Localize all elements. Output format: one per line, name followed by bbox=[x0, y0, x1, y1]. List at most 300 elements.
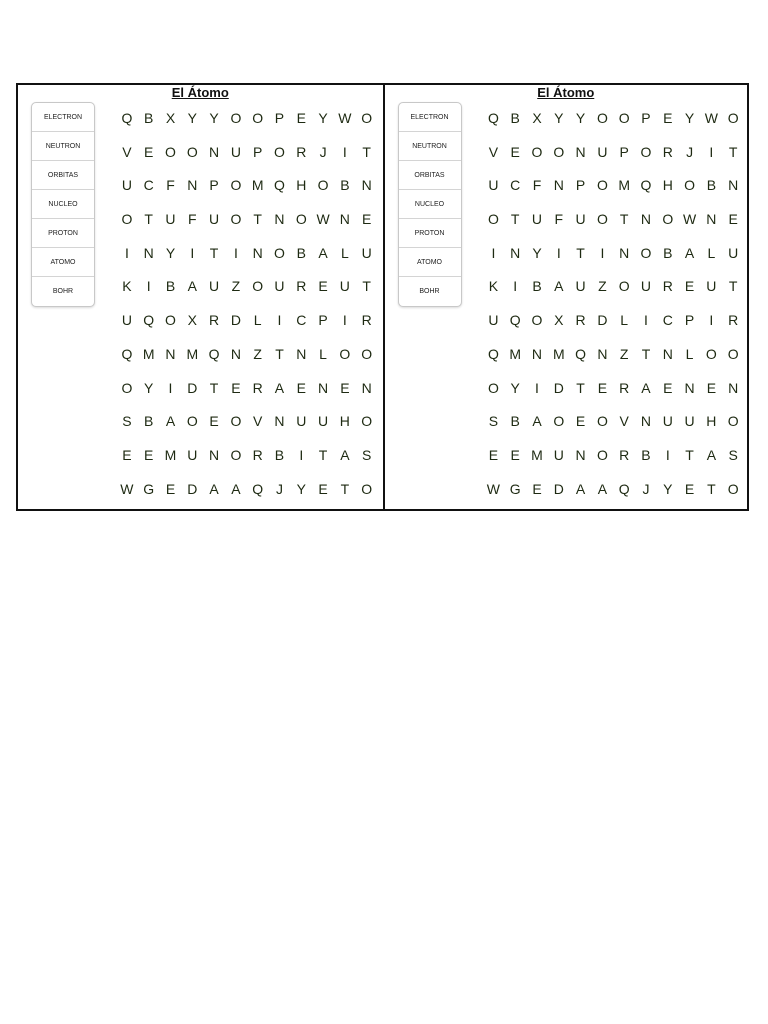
grid-letter: A bbox=[532, 413, 542, 430]
grid-letter: O bbox=[361, 345, 373, 362]
grid-letter: Z bbox=[231, 278, 241, 295]
grid-letter: O bbox=[727, 413, 739, 430]
grid-letter: V bbox=[619, 413, 629, 430]
grid-letter: N bbox=[361, 379, 372, 396]
grid-letter: I bbox=[513, 278, 518, 295]
grid-letter: R bbox=[619, 379, 630, 396]
grid-letter: M bbox=[142, 345, 155, 362]
grid-letter: A bbox=[274, 379, 285, 396]
grid-letter: F bbox=[188, 211, 197, 228]
grid-letter: O bbox=[361, 110, 373, 126]
grid-letter: K bbox=[122, 278, 132, 295]
grid-letter: T bbox=[318, 446, 328, 463]
grid-letter: N bbox=[706, 211, 717, 228]
grid-letter: O bbox=[165, 143, 176, 160]
grid-letter: A bbox=[340, 446, 350, 463]
grid-letter: O bbox=[727, 345, 739, 362]
grid-letter: O bbox=[186, 413, 198, 430]
grid-letter: C bbox=[662, 312, 673, 329]
puzzle-title: El Átomo bbox=[171, 85, 229, 100]
grid-letter: U bbox=[575, 211, 586, 228]
grid-letter: Q bbox=[274, 177, 285, 194]
grid-letter: I bbox=[233, 244, 238, 261]
grid-letter: M bbox=[552, 345, 565, 362]
grid-letter: I bbox=[644, 312, 648, 329]
word-list-item: NUCLEO bbox=[32, 190, 94, 219]
grid-letter: B bbox=[510, 413, 520, 430]
grid-letter: O bbox=[295, 211, 307, 228]
grid-letter: T bbox=[362, 278, 371, 295]
grid-letter: Y bbox=[684, 110, 695, 126]
grid-letter: H bbox=[339, 413, 350, 430]
word-list-item: ORBITAS bbox=[399, 161, 461, 190]
grid-letter: U bbox=[728, 244, 739, 261]
grid-letter: T bbox=[707, 480, 716, 497]
grid-letter: E bbox=[231, 379, 241, 396]
grid-letter: Y bbox=[532, 244, 542, 261]
grid-letter: U bbox=[296, 413, 307, 430]
grid-letter: G bbox=[509, 480, 521, 497]
grid-letter: N bbox=[209, 446, 220, 463]
grid-letter: E bbox=[728, 211, 738, 228]
grid-letter: I bbox=[491, 244, 496, 261]
grid-letter: Q bbox=[575, 345, 587, 362]
grid-letter: X bbox=[532, 110, 542, 126]
grid-letter: E bbox=[532, 480, 542, 497]
grid-letter: E bbox=[510, 143, 520, 160]
grid-letter: O bbox=[618, 110, 630, 126]
grid-letter: O bbox=[230, 211, 242, 228]
grid-letter: A bbox=[597, 480, 608, 497]
grid-letter: N bbox=[553, 177, 564, 194]
word-list-item: ORBITAS bbox=[32, 161, 94, 190]
grid-letter: B bbox=[296, 244, 306, 261]
grid-letter: N bbox=[361, 177, 372, 194]
grid-letter: C bbox=[510, 177, 521, 194]
word-list-item: NUCLEO bbox=[399, 190, 461, 219]
grid-letter: A bbox=[684, 244, 695, 261]
grid-letter: I bbox=[299, 446, 304, 463]
grid-letter: D bbox=[553, 379, 564, 396]
grid-letter: Z bbox=[253, 345, 262, 362]
grid-letter: T bbox=[641, 345, 651, 362]
grid-letter: O bbox=[230, 446, 242, 463]
grid-letter: B bbox=[144, 413, 154, 430]
grid-letter: J bbox=[275, 480, 283, 497]
grid-letter: W bbox=[682, 211, 697, 228]
grid-letter: R bbox=[296, 143, 307, 160]
grid-letter: D bbox=[230, 312, 241, 329]
grid-letter: E bbox=[663, 110, 673, 126]
grid-letter: X bbox=[165, 110, 176, 126]
grid-letter: U bbox=[165, 211, 176, 228]
grid-letter: M bbox=[509, 345, 522, 362]
grid-letter: Y bbox=[144, 379, 154, 396]
grid-letter: O bbox=[361, 413, 373, 430]
grid-letter: O bbox=[618, 278, 630, 295]
grid-letter: R bbox=[296, 278, 307, 295]
grid-letter: B bbox=[641, 446, 651, 463]
grid-letter: X bbox=[187, 312, 197, 329]
grid-letter: P bbox=[209, 177, 219, 194]
grid-letter: U bbox=[640, 278, 652, 295]
grid-letter: U bbox=[230, 143, 241, 160]
grid-letter: B bbox=[706, 177, 717, 194]
grid-letter: I bbox=[665, 446, 670, 463]
grid-letter: O bbox=[121, 211, 133, 228]
grid-letter: U bbox=[318, 413, 329, 430]
grid-letter: N bbox=[510, 244, 521, 261]
grid-letter: E bbox=[684, 278, 695, 295]
grid-letter: N bbox=[274, 413, 285, 430]
grid-letter: Y bbox=[296, 480, 306, 497]
grid-letter: Q bbox=[640, 177, 652, 194]
puzzle-title: El Átomo bbox=[537, 85, 595, 100]
grid-letter: O bbox=[487, 379, 499, 396]
grid-letter: B bbox=[144, 110, 154, 126]
grid-letter: K bbox=[488, 278, 499, 295]
grid-letter: B bbox=[165, 278, 176, 295]
grid-letter: Q bbox=[208, 345, 220, 362]
grid-letter: E bbox=[510, 446, 520, 463]
grid-letter: E bbox=[318, 278, 328, 295]
grid-letter: E bbox=[144, 446, 154, 463]
grid-letter: Z bbox=[598, 278, 607, 295]
grid-letter: J bbox=[642, 480, 650, 497]
grid-letter: A bbox=[554, 278, 564, 295]
grid-letter: U bbox=[575, 278, 586, 295]
grid-letter: N bbox=[728, 177, 739, 194]
grid-letter: P bbox=[318, 312, 328, 329]
grid-letter: F bbox=[532, 177, 542, 194]
grid-letter: D bbox=[187, 480, 198, 497]
grid-letter: O bbox=[274, 143, 285, 160]
grid-letter: U bbox=[361, 244, 372, 261]
grid-letter: P bbox=[575, 177, 586, 194]
grid-letter: W bbox=[120, 480, 134, 497]
grid-letter: P bbox=[253, 143, 263, 160]
grid-letter: E bbox=[209, 413, 219, 430]
grid-letter: W bbox=[316, 211, 330, 228]
grid-letter: E bbox=[575, 413, 586, 430]
grid-letter: A bbox=[187, 278, 197, 295]
grid-letter: O bbox=[361, 480, 373, 497]
grid-letter: T bbox=[362, 143, 371, 160]
grid-letter: N bbox=[662, 345, 673, 362]
grid-letter: E bbox=[144, 143, 154, 160]
grid-letter: N bbox=[209, 143, 220, 160]
grid-letter: R bbox=[662, 278, 673, 295]
word-list-item: BOHR bbox=[52, 288, 74, 295]
grid-letter: O bbox=[252, 110, 264, 126]
letter-grid bbox=[116, 104, 378, 508]
grid-letter: N bbox=[619, 244, 630, 261]
grid-letter: R bbox=[361, 312, 372, 329]
grid-letter: I bbox=[168, 379, 173, 396]
grid-letter: O bbox=[596, 110, 608, 126]
grid-letter: L bbox=[253, 312, 262, 329]
grid-letter: Q bbox=[618, 480, 630, 497]
grid-letter: O bbox=[274, 244, 285, 261]
grid-letter: X bbox=[554, 312, 564, 329]
grid-letter: O bbox=[531, 143, 543, 160]
grid-letter: T bbox=[209, 379, 219, 396]
grid-letter: E bbox=[663, 379, 673, 396]
grid-letter: U bbox=[488, 177, 499, 194]
word-list-item: PROTON bbox=[32, 219, 94, 248]
grid-letter: R bbox=[209, 312, 220, 329]
grid-letter: U bbox=[339, 278, 350, 295]
grid-letter: T bbox=[576, 379, 585, 396]
grid-letter: E bbox=[296, 379, 306, 396]
grid-letter: J bbox=[319, 143, 327, 160]
grid-letter: Y bbox=[554, 110, 564, 126]
grid-letter: T bbox=[619, 211, 629, 228]
grid-letter: O bbox=[553, 413, 565, 430]
grid-letter: B bbox=[274, 446, 285, 463]
grid-letter: N bbox=[728, 379, 739, 396]
word-list bbox=[398, 102, 462, 307]
grid-letter: A bbox=[209, 480, 219, 497]
grid-letter: N bbox=[575, 143, 586, 160]
grid-letter: N bbox=[640, 211, 652, 228]
grid-letter: D bbox=[597, 312, 608, 329]
grid-letter: H bbox=[662, 177, 673, 194]
grid-letter: N bbox=[640, 413, 652, 430]
grid-letter: U bbox=[274, 278, 285, 295]
grid-letter: O bbox=[317, 177, 329, 194]
grid-letter: Q bbox=[121, 345, 133, 362]
grid-letter: M bbox=[531, 446, 543, 463]
grid-letter: H bbox=[706, 413, 717, 430]
grid-letter: N bbox=[339, 211, 350, 228]
grid-letter: Q bbox=[252, 480, 264, 497]
grid-letter: T bbox=[340, 480, 350, 497]
grid-letter: E bbox=[706, 379, 717, 396]
grid-letter: O bbox=[186, 143, 198, 160]
grid-letter: Y bbox=[209, 110, 219, 126]
grid-letter: N bbox=[165, 345, 176, 362]
grid-letter: I bbox=[535, 379, 539, 396]
grid-letter: B bbox=[663, 244, 673, 261]
grid-letter: H bbox=[296, 177, 307, 194]
letter-grid bbox=[483, 104, 745, 508]
grid-letter: T bbox=[144, 211, 153, 228]
grid-letter: U bbox=[209, 211, 220, 228]
grid-letter: E bbox=[122, 446, 132, 463]
grid-letter: N bbox=[597, 345, 608, 362]
grid-letter: L bbox=[620, 312, 629, 329]
grid-letter: I bbox=[124, 244, 129, 261]
word-list-item: ATOMO bbox=[32, 248, 94, 277]
grid-letter: E bbox=[296, 110, 306, 126]
grid-letter: I bbox=[190, 244, 195, 261]
grid-letter: N bbox=[318, 379, 329, 396]
grid-letter: R bbox=[662, 143, 673, 160]
grid-letter: C bbox=[296, 312, 307, 329]
grid-letter: P bbox=[274, 110, 285, 126]
grid-letter: I bbox=[146, 278, 151, 295]
grid-letter: U bbox=[121, 312, 132, 329]
grid-letter: V bbox=[253, 413, 263, 430]
grid-letter: A bbox=[165, 413, 176, 430]
grid-letter: Y bbox=[575, 110, 586, 126]
grid-letter: O bbox=[252, 278, 264, 295]
grid-letter: E bbox=[488, 446, 499, 463]
grid-letter: P bbox=[619, 143, 629, 160]
word-list-item: ATOMO bbox=[399, 248, 461, 277]
grid-letter: P bbox=[641, 110, 651, 126]
grid-letter: F bbox=[554, 211, 564, 228]
grid-letter: W bbox=[704, 110, 718, 126]
grid-letter: T bbox=[275, 345, 284, 362]
word-list-item: PROTON bbox=[399, 219, 461, 248]
grid-letter: B bbox=[510, 110, 520, 126]
grid-letter: N bbox=[531, 345, 543, 362]
grid-letter: S bbox=[728, 446, 738, 463]
grid-letter: I bbox=[709, 143, 714, 160]
grid-letter: U bbox=[684, 413, 695, 430]
grid-letter: O bbox=[339, 345, 351, 362]
grid-letter: E bbox=[165, 480, 176, 497]
grid-letter: O bbox=[596, 177, 608, 194]
grid-letter: O bbox=[596, 413, 608, 430]
grid-letter: O bbox=[553, 143, 565, 160]
grid-letter: B bbox=[340, 177, 350, 194]
grid-letter: U bbox=[488, 312, 499, 329]
grid-letter: I bbox=[709, 312, 714, 329]
grid-letter: R bbox=[728, 312, 739, 329]
grid-letter: Z bbox=[619, 345, 629, 362]
grid-letter: E bbox=[597, 379, 608, 396]
grid-letter: R bbox=[575, 312, 586, 329]
grid-letter: N bbox=[143, 244, 154, 261]
grid-letter: S bbox=[488, 413, 499, 430]
grid-letter: U bbox=[209, 278, 220, 295]
grid-letter: F bbox=[166, 177, 175, 194]
grid-letter: T bbox=[576, 244, 585, 261]
grid-letter: N bbox=[230, 345, 241, 362]
grid-letter: U bbox=[662, 413, 673, 430]
grid-letter: O bbox=[230, 110, 242, 126]
puzzle-panel-right bbox=[383, 85, 748, 509]
grid-letter: S bbox=[361, 446, 372, 463]
grid-letter: N bbox=[252, 244, 263, 261]
grid-letter: L bbox=[319, 345, 327, 362]
grid-letter: J bbox=[686, 143, 694, 160]
grid-letter: Y bbox=[165, 244, 176, 261]
grid-letter: O bbox=[705, 345, 717, 362]
grid-letter: U bbox=[597, 143, 608, 160]
worksheet bbox=[16, 83, 749, 511]
grid-letter: O bbox=[121, 379, 133, 396]
grid-letter: E bbox=[318, 480, 328, 497]
grid-letter: S bbox=[122, 413, 132, 430]
grid-letter: C bbox=[143, 177, 154, 194]
grid-letter: I bbox=[277, 312, 282, 329]
grid-letter: I bbox=[556, 244, 561, 261]
grid-letter: M bbox=[618, 177, 631, 194]
grid-letter: I bbox=[342, 312, 347, 329]
word-list-item: NEUTRON bbox=[399, 132, 461, 161]
grid-letter: D bbox=[553, 480, 564, 497]
grid-letter: N bbox=[187, 177, 198, 194]
grid-letter: A bbox=[706, 446, 717, 463]
grid-letter: E bbox=[361, 211, 372, 228]
grid-letter: L bbox=[707, 244, 716, 261]
grid-letter: U bbox=[187, 446, 198, 463]
grid-letter: U bbox=[706, 278, 717, 295]
word-list-item: ELECTRON bbox=[399, 103, 461, 132]
grid-letter: R bbox=[619, 446, 630, 463]
grid-letter: Q bbox=[143, 312, 155, 329]
word-list-item: ELECTRON bbox=[32, 103, 94, 132]
grid-letter: T bbox=[728, 278, 738, 295]
grid-letter: Q bbox=[487, 345, 499, 362]
grid-letter: O bbox=[684, 177, 696, 194]
grid-letter: Q bbox=[487, 110, 499, 126]
grid-letter: W bbox=[338, 110, 352, 126]
grid-letter: O bbox=[596, 446, 608, 463]
grid-letter: L bbox=[340, 244, 349, 261]
grid-letter: U bbox=[553, 446, 564, 463]
grid-letter: T bbox=[253, 211, 262, 228]
grid-letter: A bbox=[575, 480, 586, 497]
grid-letter: E bbox=[340, 379, 350, 396]
grid-letter: Y bbox=[318, 110, 328, 126]
grid-letter: N bbox=[274, 211, 285, 228]
grid-letter: W bbox=[486, 480, 500, 497]
grid-letter: Y bbox=[510, 379, 520, 396]
grid-letter: L bbox=[685, 345, 694, 362]
grid-letter: O bbox=[230, 413, 242, 430]
grid-letter: M bbox=[186, 345, 199, 362]
grid-letter: T bbox=[728, 143, 738, 160]
grid-letter: D bbox=[187, 379, 198, 396]
grid-letter: O bbox=[531, 312, 543, 329]
grid-letter: M bbox=[251, 177, 264, 194]
grid-letter: T bbox=[209, 244, 219, 261]
grid-letter: O bbox=[230, 177, 242, 194]
grid-letter: I bbox=[342, 143, 347, 160]
puzzle-panel-left bbox=[18, 85, 383, 509]
word-list-item: BOHR bbox=[419, 288, 440, 295]
grid-letter: O bbox=[662, 211, 674, 228]
grid-letter: P bbox=[684, 312, 695, 329]
grid-letter: Y bbox=[187, 110, 197, 126]
grid-letter: A bbox=[231, 480, 241, 497]
grid-letter: O bbox=[727, 110, 739, 126]
grid-letter: V bbox=[122, 143, 132, 160]
grid-letter: V bbox=[488, 143, 499, 160]
grid-letter: Q bbox=[509, 312, 521, 329]
grid-letter: O bbox=[487, 211, 499, 228]
grid-letter: O bbox=[727, 480, 739, 497]
grid-letter: Q bbox=[121, 110, 133, 126]
grid-letter: O bbox=[165, 312, 176, 329]
grid-letter: I bbox=[600, 244, 605, 261]
grid-letter: R bbox=[252, 446, 263, 463]
grid-letter: B bbox=[532, 278, 542, 295]
grid-letter: U bbox=[531, 211, 543, 228]
grid-letter: N bbox=[575, 446, 586, 463]
grid-letter: O bbox=[640, 244, 652, 261]
grid-letter: N bbox=[684, 379, 695, 396]
grid-letter: G bbox=[143, 480, 155, 497]
grid-letter: U bbox=[121, 177, 132, 194]
word-list bbox=[31, 102, 95, 307]
grid-letter: N bbox=[296, 345, 307, 362]
